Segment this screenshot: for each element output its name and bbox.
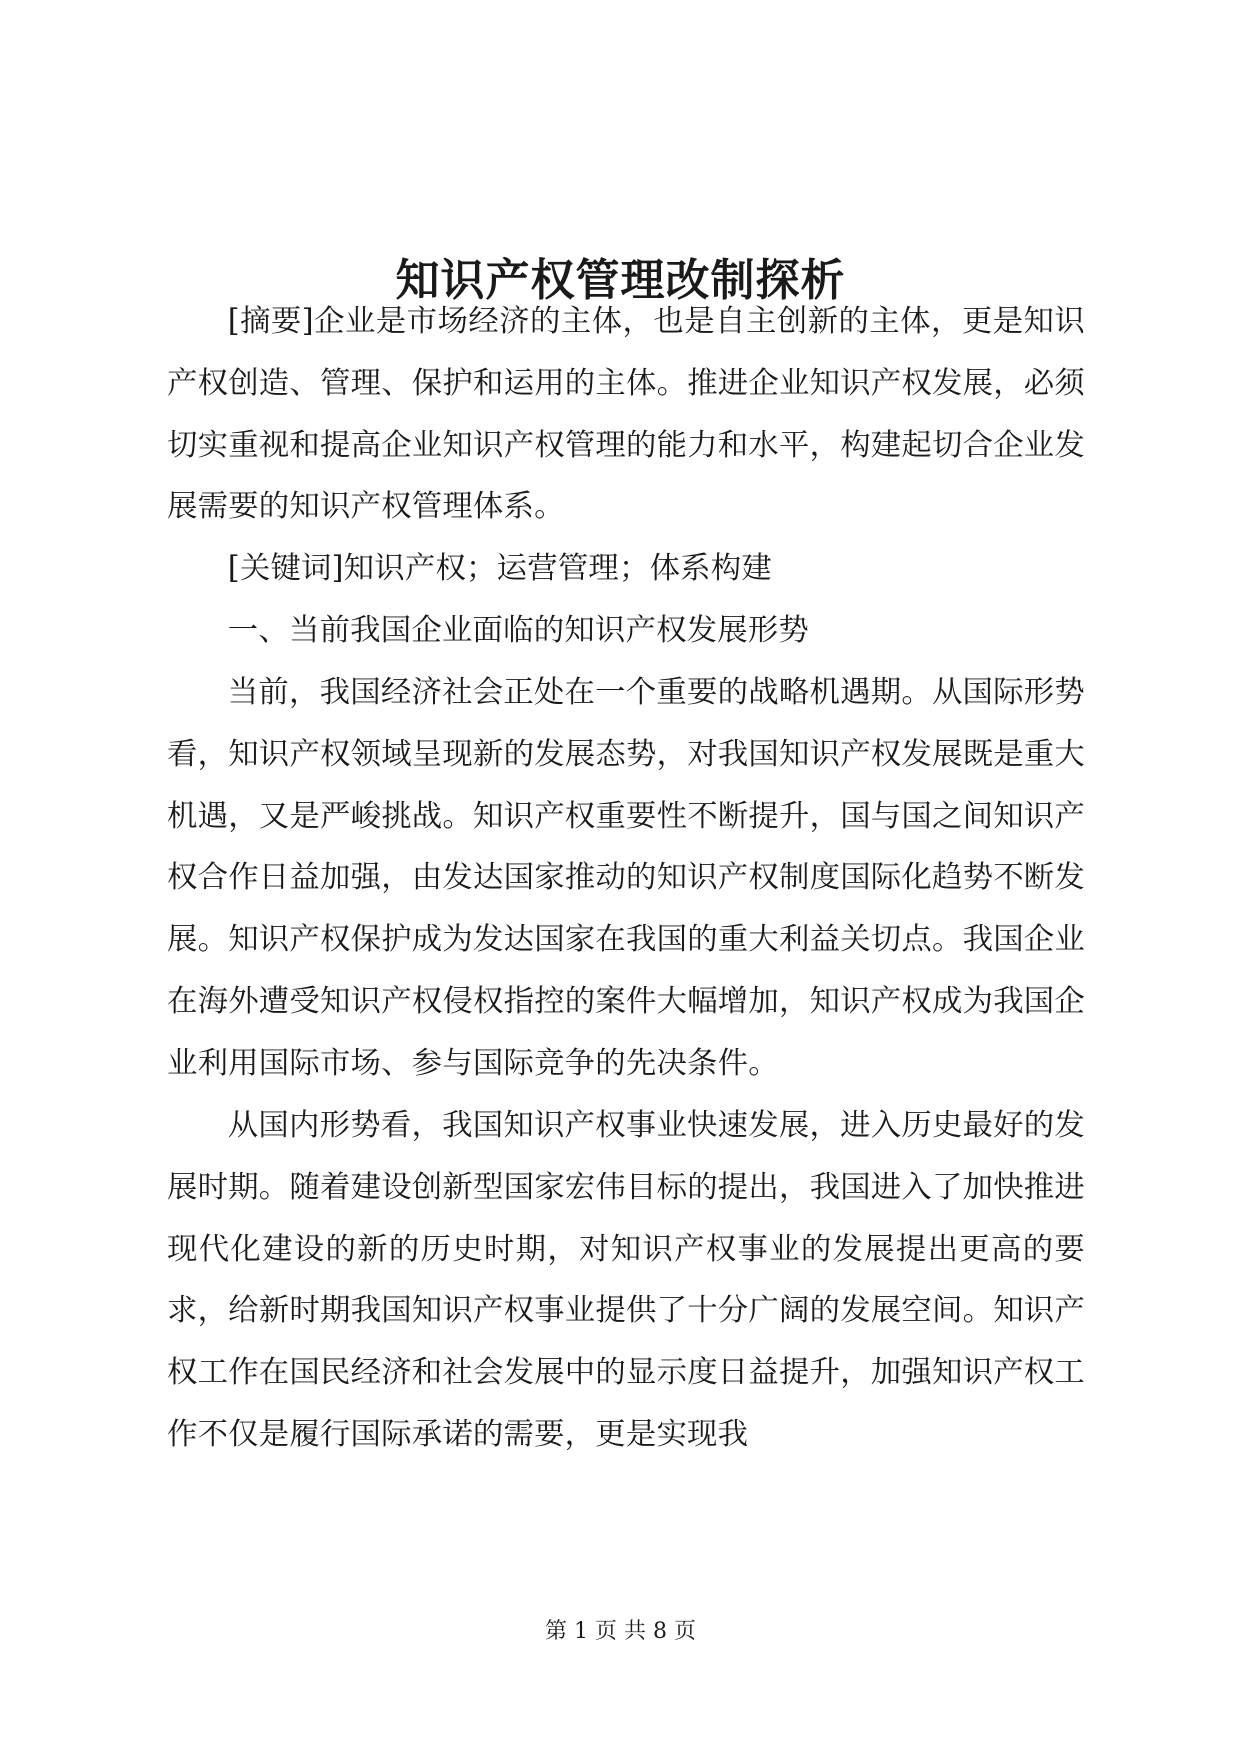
document-title: 知识产权管理改制探析 — [395, 255, 846, 307]
body-paragraph: 当前，我国经济社会正处在一个重要的战略机遇期。从国际形势看，知识产权领域呈现新的发展态势，对我国知识产权发展既是重大机遇，又是严峻挑战。知识产权重要性不断提升，国与国之间知识产权合作日益加强，由发达国家推动的知识产权制度国际化趋势不断发展。知识产权保护成为发达国家在我国的重大利益关切点。我国企业在海外遭受知识产权侵权指控的案件大幅增加，知识产权成为我国企业利用国际市场、参与国际竞争的先决条件。 — [167, 675, 1085, 1081]
page-number-footer: 第 1 页 共 8 页 — [545, 1619, 696, 1644]
body-paragraph: 从国内形势看，我国知识产权事业快速发展，进入历史最好的发展时期。随着建设创新型国家宏伟目标的提出，我国进入了加快推进现代化建设的新的历史时期，对知识产权事业的发展提出更高的要求，给新时期我国知识产权事业提供了十分广阔的发展空间。知识产权工作在国民经济和社会发展中的显示度日益提升，加强知识产权工作不仅是履行国际承诺的需要，更是实现我 — [167, 1108, 1085, 1452]
keywords-paragraph: [关键词]知识产权；运营管理；体系构建 — [227, 551, 772, 586]
abstract-paragraph: [摘要]企业是市场经济的主体，也是自主创新的主体，更是知识产权创造、管理、保护和运用的主体。推进企业知识产权发展，必须切实重视和提高企业知识产权管理的能力和水平，构建起切合企业发展需要的知识产权管理体系。 — [167, 304, 1085, 525]
section-heading: 一、当前我国企业面临的知识产权发展形势 — [227, 613, 810, 648]
document-body — [167, 291, 1085, 1467]
